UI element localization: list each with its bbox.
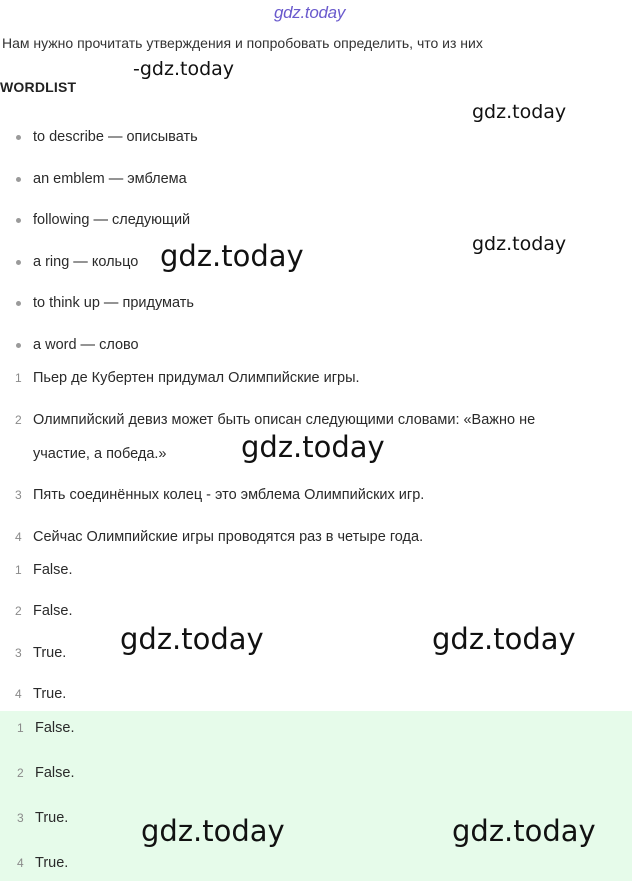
wordlist-heading: WORDLIST: [0, 79, 77, 95]
bullet-icon: [16, 218, 21, 223]
statement-item: [15, 529, 423, 545]
wordlist-item: [16, 129, 198, 145]
answer-item: [15, 562, 73, 578]
answer-number: 3: [15, 646, 22, 660]
statement-text: Пьер де Кубертен придумал Олимпийские игры.: [33, 370, 360, 386]
answer-number: 2: [15, 604, 22, 618]
watermark: gdz.today: [141, 814, 285, 848]
wordlist-item-text: a ring — кольцо: [33, 254, 139, 270]
answer-number: 1: [17, 721, 24, 735]
bullet-icon: [16, 301, 21, 306]
wordlist-item: [16, 212, 190, 228]
statement-text: Пять соединённых колец - это эмблема Олимпийских игр.: [33, 487, 425, 503]
wordlist-item-text: to think up — придумать: [33, 295, 194, 311]
statement-text: участие, а победа.»: [33, 446, 167, 462]
watermark: gdz.today: [472, 101, 567, 123]
statement-number: 2: [15, 413, 22, 427]
highlighted-answer-item: [17, 720, 75, 736]
statement-item: [15, 370, 360, 386]
answer-number: 4: [17, 856, 24, 870]
wordlist-item-text: an emblem — эмблема: [33, 171, 187, 187]
statement-number: 4: [15, 530, 22, 544]
answer-text: True.: [35, 855, 69, 871]
watermark: gdz.today: [120, 622, 264, 656]
answer-text: True.: [33, 686, 67, 702]
highlighted-answer-item: [17, 855, 68, 871]
answer-number: 4: [15, 687, 22, 701]
answer-text: False.: [35, 720, 75, 736]
answer-item: [15, 645, 66, 661]
wordlist-item: [16, 295, 194, 311]
highlighted-answers-block: [0, 711, 632, 881]
wordlist-item: [16, 254, 138, 270]
bullet-icon: [16, 135, 21, 140]
statement-number: 1: [15, 371, 22, 385]
statement-number: 3: [15, 488, 22, 502]
answer-text: False.: [33, 603, 73, 619]
answer-number: 3: [17, 811, 24, 825]
watermark: gdz.today: [452, 814, 596, 848]
answer-item: [15, 686, 66, 702]
watermark: gdz.today: [160, 239, 304, 273]
watermark: gdz.today: [472, 233, 567, 255]
watermark: gdz.today: [432, 622, 576, 656]
answer-number: 2: [17, 766, 24, 780]
statement-text: Сейчас Олимпийские игры проводятся раз в четыре года.: [33, 529, 424, 545]
answer-text: False.: [33, 562, 73, 578]
answer-item: [15, 603, 73, 619]
wordlist-item: [16, 337, 139, 353]
answer-text: True.: [35, 810, 69, 826]
answer-number: 1: [15, 563, 22, 577]
watermark: gdz.today: [241, 430, 385, 464]
wordlist-item-text: a word — слово: [33, 337, 139, 353]
wordlist-item-text: to describe — описывать: [33, 129, 198, 145]
intro-text: Нам нужно прочитать утверждения и попробовать определить, что из них: [2, 35, 483, 51]
highlighted-answer-item: [17, 810, 68, 826]
wordlist-item: [16, 171, 187, 187]
wordlist-item-text: following — следующий: [33, 212, 191, 228]
answer-text: True.: [33, 645, 67, 661]
bullet-icon: [16, 260, 21, 265]
bullet-icon: [16, 343, 21, 348]
highlighted-answer-item: [17, 765, 75, 781]
statement-item: [15, 487, 424, 503]
statement-item: [15, 412, 535, 428]
bullet-icon: [16, 177, 21, 182]
statement-text: Олимпийский девиз может быть описан следующими словами: «Важно не: [33, 412, 536, 428]
answer-text: False.: [35, 765, 75, 781]
statement-continuation: [33, 446, 167, 462]
watermark: -gdz.today: [133, 58, 235, 80]
site-logo: gdz.today: [274, 3, 346, 22]
